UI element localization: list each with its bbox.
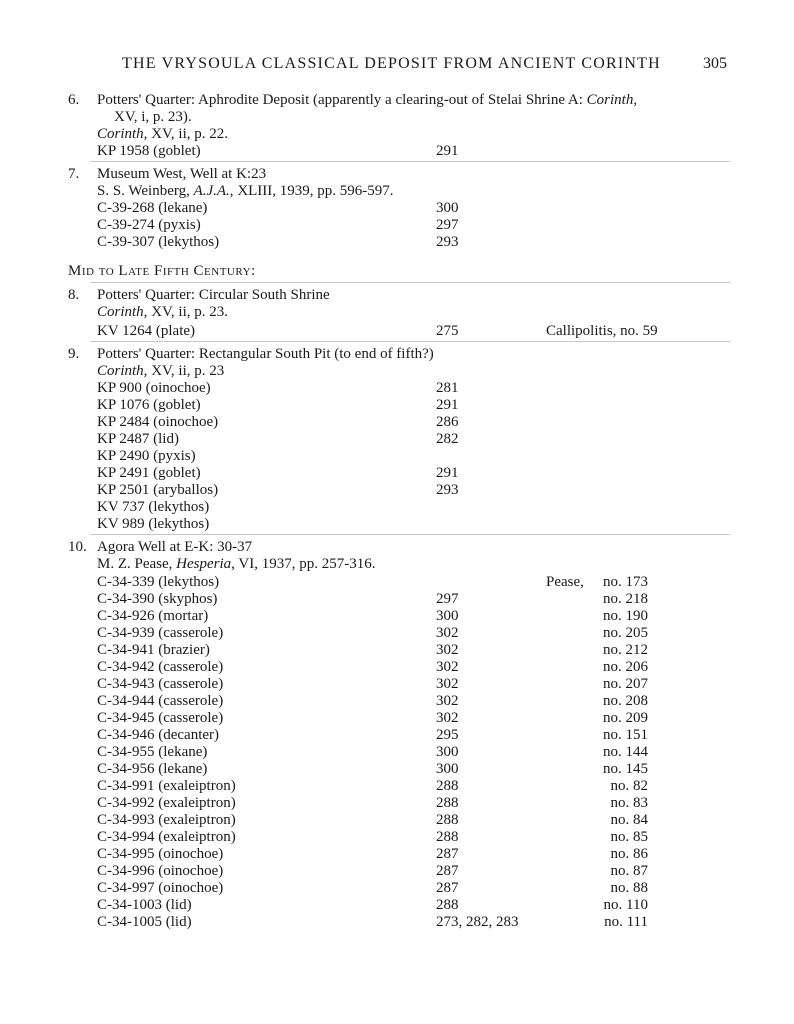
list-item [0,693,794,710]
section-reference [0,363,794,380]
reference-wrap [97,126,228,143]
item-page: 295 [436,727,459,743]
item-id: KP 2487 (lid) [97,431,179,447]
item-reference-number: no. 207 [603,676,648,692]
section-title: Potters' Quarter: Rectangular South Pit (to end of fifth?) [97,346,434,362]
list-item [0,625,794,642]
list-item [0,482,794,499]
section-reference [0,556,794,573]
list-item [0,761,794,778]
reference-wrap [97,183,394,200]
item-id: KP 900 (oinochoe) [97,380,211,396]
item-id: C-34-956 (lekane) [97,761,208,777]
item-id: C-34-1005 (lid) [97,914,192,930]
item-id: C-34-993 (exaleiptron) [97,812,236,828]
reference-rest: VI, 1937, pp. 257-316. [238,556,376,572]
list-item [0,234,794,251]
item-reference-number: no. 173 [603,574,648,590]
section-reference [0,183,794,200]
section-title-line [0,346,794,363]
reference-italic: A.J.A., [193,183,234,199]
item-reference-number: no. 88 [610,880,648,896]
reference-italic: Corinth, [97,126,148,142]
item-page: 297 [436,591,459,607]
list-item [0,499,794,516]
item-page: 291 [436,465,459,481]
list-item [0,397,794,414]
item-id: C-39-307 (lekythos) [97,234,220,250]
list-item [0,676,794,693]
list-item [0,143,794,160]
reference-author: M. Z. Pease, [97,556,173,572]
reference-rest: XV, ii, p. 23. [151,304,229,320]
item-page: 288 [436,778,459,794]
item-page: 293 [436,234,459,250]
reference-wrap [97,304,228,321]
item-page: 302 [436,642,459,658]
item-page: 291 [436,397,459,413]
item-id: C-34-992 (exaleiptron) [97,795,236,811]
item-id: C-34-939 (casserole) [97,625,224,641]
section-title-line [0,287,794,304]
item-id: C-34-339 (lekythos) [97,574,220,590]
item-id: C-34-955 (lekane) [97,744,208,760]
item-id: C-39-274 (pyxis) [97,217,201,233]
item-page: 287 [436,863,459,879]
item-reference-number: no. 85 [610,829,648,845]
item-page: 300 [436,200,459,216]
item-page: 288 [436,812,459,828]
section-title-wrap [97,92,637,109]
item-id: KP 2490 (pyxis) [97,448,196,464]
item-reference-number: no. 84 [610,812,648,828]
item-page: 287 [436,846,459,862]
list-item [0,812,794,829]
reference-italic: Hesperia, [176,556,235,572]
item-id: C-34-991 (exaleiptron) [97,778,236,794]
item-page: 300 [436,608,459,624]
section-title: Potters' Quarter: Aphrodite Deposit (apparently a clearing-out of Stelai Shrine A: [97,92,583,108]
item-id: C-34-945 (casserole) [97,710,224,726]
list-item [0,323,794,340]
item-page: 293 [436,482,459,498]
list-item [0,200,794,217]
item-page: 288 [436,795,459,811]
reference-italic: Corinth, [97,363,148,379]
item-id: C-34-1003 (lid) [97,897,192,913]
list-item [0,217,794,234]
item-page: 287 [436,880,459,896]
list-item [0,880,794,897]
section-title-line [0,166,794,183]
item-reference-number: no. 151 [603,727,648,743]
list-item [0,574,794,591]
item-reference-number: no. 218 [603,591,648,607]
list-item [0,829,794,846]
period-heading [0,263,794,280]
list-item [0,659,794,676]
item-reference-number: no. 190 [603,608,648,624]
section-number: 8. [68,287,80,303]
list-item [0,914,794,931]
item-id: C-34-995 (oinochoe) [97,846,224,862]
list-item [0,642,794,659]
reference-rest: XV, ii, p. 22. [151,126,229,142]
list-item [0,727,794,744]
item-page: 275 [436,323,459,339]
item-page: 282 [436,431,459,447]
list-item [0,863,794,880]
item-id: C-34-996 (oinochoe) [97,863,224,879]
reference-wrap [97,363,224,380]
list-item [0,846,794,863]
item-id: C-34-944 (casserole) [97,693,224,709]
item-page: 302 [436,676,459,692]
item-page: 297 [436,217,459,233]
item-id: C-34-390 (skyphos) [97,591,218,607]
item-page: 300 [436,744,459,760]
reference-author: S. S. Weinberg, [97,183,190,199]
item-page: 302 [436,625,459,641]
item-page: 291 [436,143,459,159]
section-title-cont: XV, i, p. 23). [114,109,192,125]
list-item [0,744,794,761]
item-id: C-34-942 (casserole) [97,659,224,675]
reference-italic: Corinth, [97,304,148,320]
item-id: KV 737 (lekythos) [97,499,210,515]
section-divider [90,161,730,162]
item-id: KV 1264 (plate) [97,323,196,339]
item-id: C-34-941 (brazier) [97,642,210,658]
item-reference-number: no. 209 [603,710,648,726]
section-number: 9. [68,346,80,362]
reference-rest: XV, ii, p. 23 [151,363,225,379]
item-id: C-34-994 (exaleiptron) [97,829,236,845]
item-page: 300 [436,761,459,777]
period-heading-text: Mid to Late Fifth Century: [68,263,256,279]
page-number: 305 [703,55,727,72]
section-title: Agora Well at E-K: 30-37 [97,539,253,555]
item-reference-number: no. 205 [603,625,648,641]
item-id: KP 2501 (aryballos) [97,482,219,498]
item-id: KV 989 (lekythos) [97,516,210,532]
item-id: KP 2484 (oinochoe) [97,414,219,430]
section-reference [0,304,794,321]
list-item [0,414,794,431]
list-item [0,431,794,448]
item-reference-number: no. 82 [610,778,648,794]
item-reference-number: no. 87 [610,863,648,879]
item-id: C-39-268 (lekane) [97,200,208,216]
item-id: C-34-997 (oinochoe) [97,880,224,896]
item-id: KP 1958 (goblet) [97,143,201,159]
list-item [0,380,794,397]
list-item [0,795,794,812]
list-item [0,516,794,533]
item-page: 288 [436,897,459,913]
item-page: 302 [436,693,459,709]
section-title-line [0,92,794,109]
item-reference-number: no. 145 [603,761,648,777]
list-item [0,710,794,727]
item-reference-author: Pease, [546,574,584,590]
item-reference-number: no. 83 [610,795,648,811]
item-reference: Callipolitis, no. 59 [546,323,658,339]
item-page: 288 [436,829,459,845]
list-item [0,897,794,914]
section-title-line [0,539,794,556]
item-reference-number: no. 86 [610,846,648,862]
list-item [0,465,794,482]
section-reference [0,126,794,143]
item-reference-number: no. 206 [603,659,648,675]
section-number: 6. [68,92,80,108]
item-reference-number: no. 110 [603,897,648,913]
section-divider [90,341,730,342]
reference-rest: XLIII, 1939, pp. 596-597. [237,183,394,199]
list-item [0,778,794,795]
section-divider [90,282,730,283]
list-item [0,591,794,608]
section-title-cont-line [0,109,794,126]
running-title: THE VRYSOULA CLASSICAL DEPOSIT FROM ANCIENT CORINTH [122,55,661,72]
section-divider [90,534,730,535]
section-title: Potters' Quarter: Circular South Shrine [97,287,330,303]
section-title: Museum West, Well at K:23 [97,166,267,182]
reference-wrap [97,556,375,573]
item-reference-number: no. 144 [603,744,648,760]
section-number: 10. [68,539,87,555]
item-page: 286 [436,414,459,430]
section-number: 7. [68,166,80,182]
item-reference-number: no. 208 [603,693,648,709]
list-item [0,448,794,465]
item-id: KP 2491 (goblet) [97,465,201,481]
section-title-italic: Corinth, [586,92,638,108]
item-page: 273, 282, 283 [436,914,519,930]
list-item [0,608,794,625]
item-id: C-34-943 (casserole) [97,676,224,692]
item-page: 281 [436,380,459,396]
item-id: C-34-926 (mortar) [97,608,209,624]
item-id: C-34-946 (decanter) [97,727,220,743]
item-reference-number: no. 111 [604,914,648,930]
item-page: 302 [436,659,459,675]
item-reference-number: no. 212 [603,642,648,658]
item-id: KP 1076 (goblet) [97,397,201,413]
item-page: 302 [436,710,459,726]
